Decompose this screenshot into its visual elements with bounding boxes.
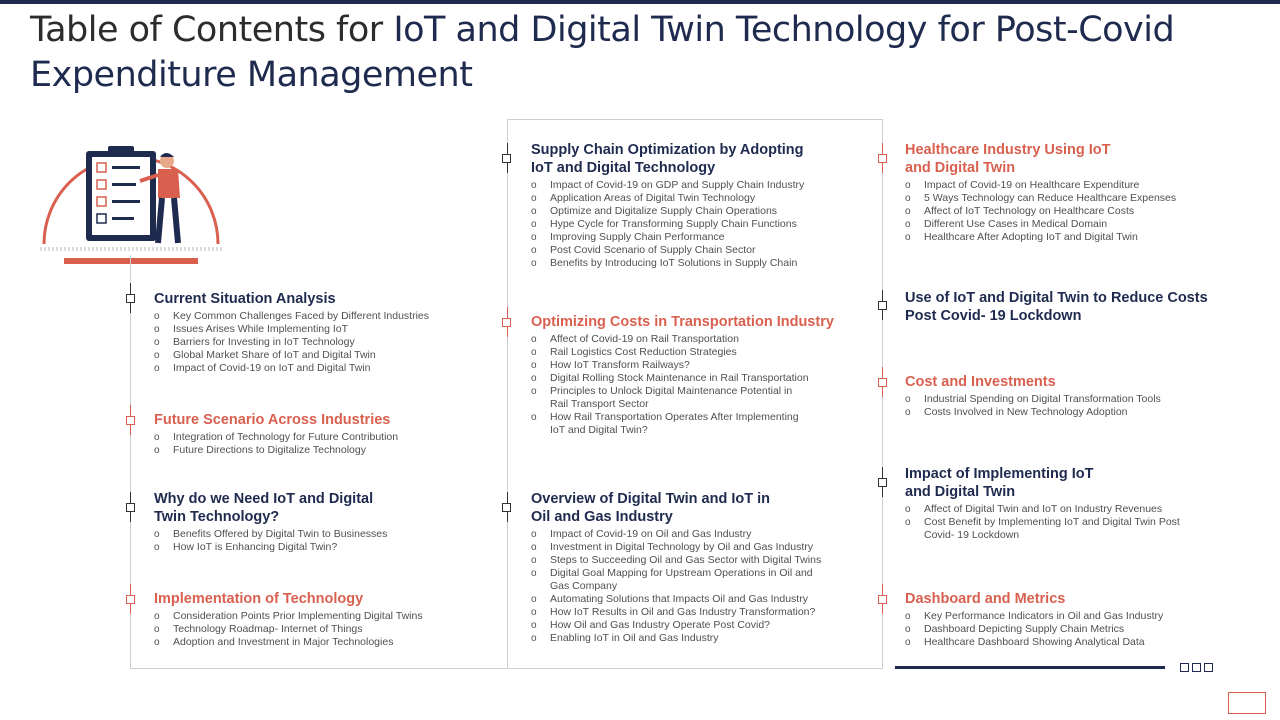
list-item: o Investment in Digital Technology by Oil and Gas Industry [531, 541, 831, 554]
section-title-line2: and Digital Twin [905, 160, 1016, 176]
list-item: o Affect of IoT Technology on Healthcare Costs [905, 205, 1245, 218]
section-title: Implementation of Technology [154, 591, 364, 607]
list-item: o Hype Cycle for Transforming Supply Chain Functions [531, 218, 871, 231]
timeline-marker [502, 503, 511, 512]
section-reduce-costs [905, 289, 1265, 325]
list-item: o Industrial Spending on Digital Transformation Tools [905, 393, 1245, 406]
bullet-list [531, 333, 811, 437]
section-current-situation [154, 290, 494, 375]
list-item: o Improving Supply Chain Performance [531, 231, 871, 244]
section-why-need [154, 490, 494, 554]
list-item: o Automating Solutions that Impacts Oil and Gas Industry [531, 593, 831, 606]
list-item: o Integration of Technology for Future Contribution [154, 431, 494, 444]
timeline-marker [502, 154, 511, 163]
list-item: o Steps to Succeeding Oil and Gas Sector with Digital Twins [531, 554, 831, 567]
list-item: o Affect of Digital Twin and IoT on Industry Revenues [905, 503, 1205, 516]
section-healthcare [905, 141, 1245, 244]
list-item: o Impact of Covid-19 on IoT and Digital Twin [154, 362, 494, 375]
bullet-list [154, 310, 494, 375]
list-item: o Costs Involved in New Technology Adoption [905, 406, 1245, 419]
section-future-scenario [154, 411, 494, 457]
section-title-line1: Use of IoT and Digital Twin to Reduce Costs [905, 290, 1208, 306]
bullet-list [154, 610, 494, 649]
timeline-marker [126, 595, 135, 604]
section-title: Dashboard and Metrics [905, 591, 1066, 607]
section-title-line2: Post Covid- 19 Lockdown [905, 308, 1082, 324]
list-item: o Key Performance Indicators in Oil and Gas Industry [905, 610, 1245, 623]
section-title-line1: Healthcare Industry Using IoT [905, 142, 1111, 158]
section-dashboard [905, 590, 1245, 649]
list-item: o Digital Goal Mapping for Upstream Operations in Oil and Gas Company [531, 567, 831, 593]
title-topic: IoT and Digital Twin Technology for Post-Covid Expenditure Management [30, 10, 1175, 95]
pager-square [1192, 663, 1201, 672]
list-item: o Healthcare Dashboard Showing Analytical Data [905, 636, 1245, 649]
list-item: o Impact of Covid-19 on GDP and Supply Chain Industry [531, 179, 871, 192]
section-title-line2: IoT and Digital Technology [531, 160, 716, 176]
pager-square [1180, 663, 1189, 672]
corner-box [1228, 692, 1266, 714]
timeline-marker [878, 154, 887, 163]
list-item: o 5 Ways Technology can Reduce Healthcare Expenses [905, 192, 1245, 205]
footer-line [895, 666, 1165, 669]
section-title-line2: and Digital Twin [905, 484, 1016, 500]
bullet-list [905, 179, 1245, 244]
list-item: o Consideration Points Prior Implementing Digital Twins [154, 610, 494, 623]
section-title-line2: Twin Technology? [154, 509, 280, 525]
list-item: o Optimize and Digitalize Supply Chain Operations [531, 205, 871, 218]
list-item: o Affect of Covid-19 on Rail Transportation [531, 333, 811, 346]
list-item: o Enabling IoT in Oil and Gas Industry [531, 632, 831, 645]
timeline-marker [878, 478, 887, 487]
pager-square [1204, 663, 1213, 672]
section-implementation [154, 590, 494, 649]
timeline-marker [126, 294, 135, 303]
list-item: o Key Common Challenges Faced by Different Industries [154, 310, 494, 323]
list-item: o Adoption and Investment in Major Technologies [154, 636, 494, 649]
section-title-line1: Why do we Need IoT and Digital [154, 491, 374, 507]
list-item: o Dashboard Depicting Supply Chain Metrics [905, 623, 1245, 636]
list-item: o Different Use Cases in Medical Domain [905, 218, 1245, 231]
page-title [30, 8, 1250, 98]
section-title: Current Situation Analysis [154, 291, 336, 307]
list-item: o Healthcare After Adopting IoT and Digital Twin [905, 231, 1245, 244]
title-prefix: Table of Contents for [30, 10, 394, 50]
list-item: o Application Areas of Digital Twin Technology [531, 192, 871, 205]
list-item: o How IoT is Enhancing Digital Twin? [154, 541, 494, 554]
list-item: o Barriers for Investing in IoT Technology [154, 336, 494, 349]
section-transportation [531, 313, 876, 437]
section-title: Future Scenario Across Industries [154, 412, 391, 428]
list-item: o Benefits by Introducing IoT Solutions in Supply Chain [531, 257, 871, 270]
section-title-line1: Overview of Digital Twin and IoT in [531, 491, 771, 507]
section-cost-investments [905, 373, 1245, 419]
section-title-line2: Oil and Gas Industry [531, 509, 673, 525]
list-item: o Impact of Covid-19 on Oil and Gas Industry [531, 528, 831, 541]
section-oil-gas [531, 490, 876, 645]
timeline-marker [126, 416, 135, 425]
section-title-line1: Impact of Implementing IoT [905, 466, 1094, 482]
bullet-list [531, 528, 831, 645]
section-title-line1: Supply Chain Optimization by Adopting [531, 142, 804, 158]
timeline-marker [502, 318, 511, 327]
timeline-marker [878, 301, 887, 310]
list-item: o Issues Arises While Implementing IoT [154, 323, 494, 336]
list-item: o Technology Roadmap- Internet of Things [154, 623, 494, 636]
list-item: o Principles to Unlock Digital Maintenance Potential in Rail Transport Sector [531, 385, 811, 411]
bullet-list [531, 179, 871, 270]
timeline-marker [878, 595, 887, 604]
list-item: o Global Market Share of IoT and Digital Twin [154, 349, 494, 362]
top-accent-bar [0, 0, 1280, 4]
list-item: o Post Covid Scenario of Supply Chain Sector [531, 244, 871, 257]
bullet-list [154, 528, 494, 554]
list-item: o How Rail Transportation Operates After Implementing IoT and Digital Twin? [531, 411, 811, 437]
section-impact [905, 465, 1245, 542]
section-title: Optimizing Costs in Transportation Industry [531, 314, 834, 330]
section-title: Cost and Investments [905, 374, 1056, 390]
list-item: o Cost Benefit by Implementing IoT and Digital Twin Post Covid- 19 Lockdown [905, 516, 1205, 542]
list-item: o Future Directions to Digitalize Technology [154, 444, 494, 457]
bullet-list [905, 503, 1205, 542]
list-item: o How IoT Transform Railways? [531, 359, 811, 372]
list-item: o Digital Rolling Stock Maintenance in Rail Transportation [531, 372, 811, 385]
bullet-list [154, 431, 494, 457]
list-item: o Rail Logistics Cost Reduction Strategies [531, 346, 811, 359]
list-item: o Benefits Offered by Digital Twin to Businesses [154, 528, 494, 541]
list-item: o Impact of Covid-19 on Healthcare Expenditure [905, 179, 1245, 192]
bullet-list [905, 610, 1245, 649]
checklist-person-icon [40, 113, 222, 263]
section-supply-chain [531, 141, 871, 270]
list-item: o How Oil and Gas Industry Operate Post Covid? [531, 619, 831, 632]
bullet-list [905, 393, 1245, 419]
timeline-marker [126, 503, 135, 512]
timeline-marker [878, 378, 887, 387]
list-item: o How IoT Results in Oil and Gas Industry Transformation? [531, 606, 831, 619]
